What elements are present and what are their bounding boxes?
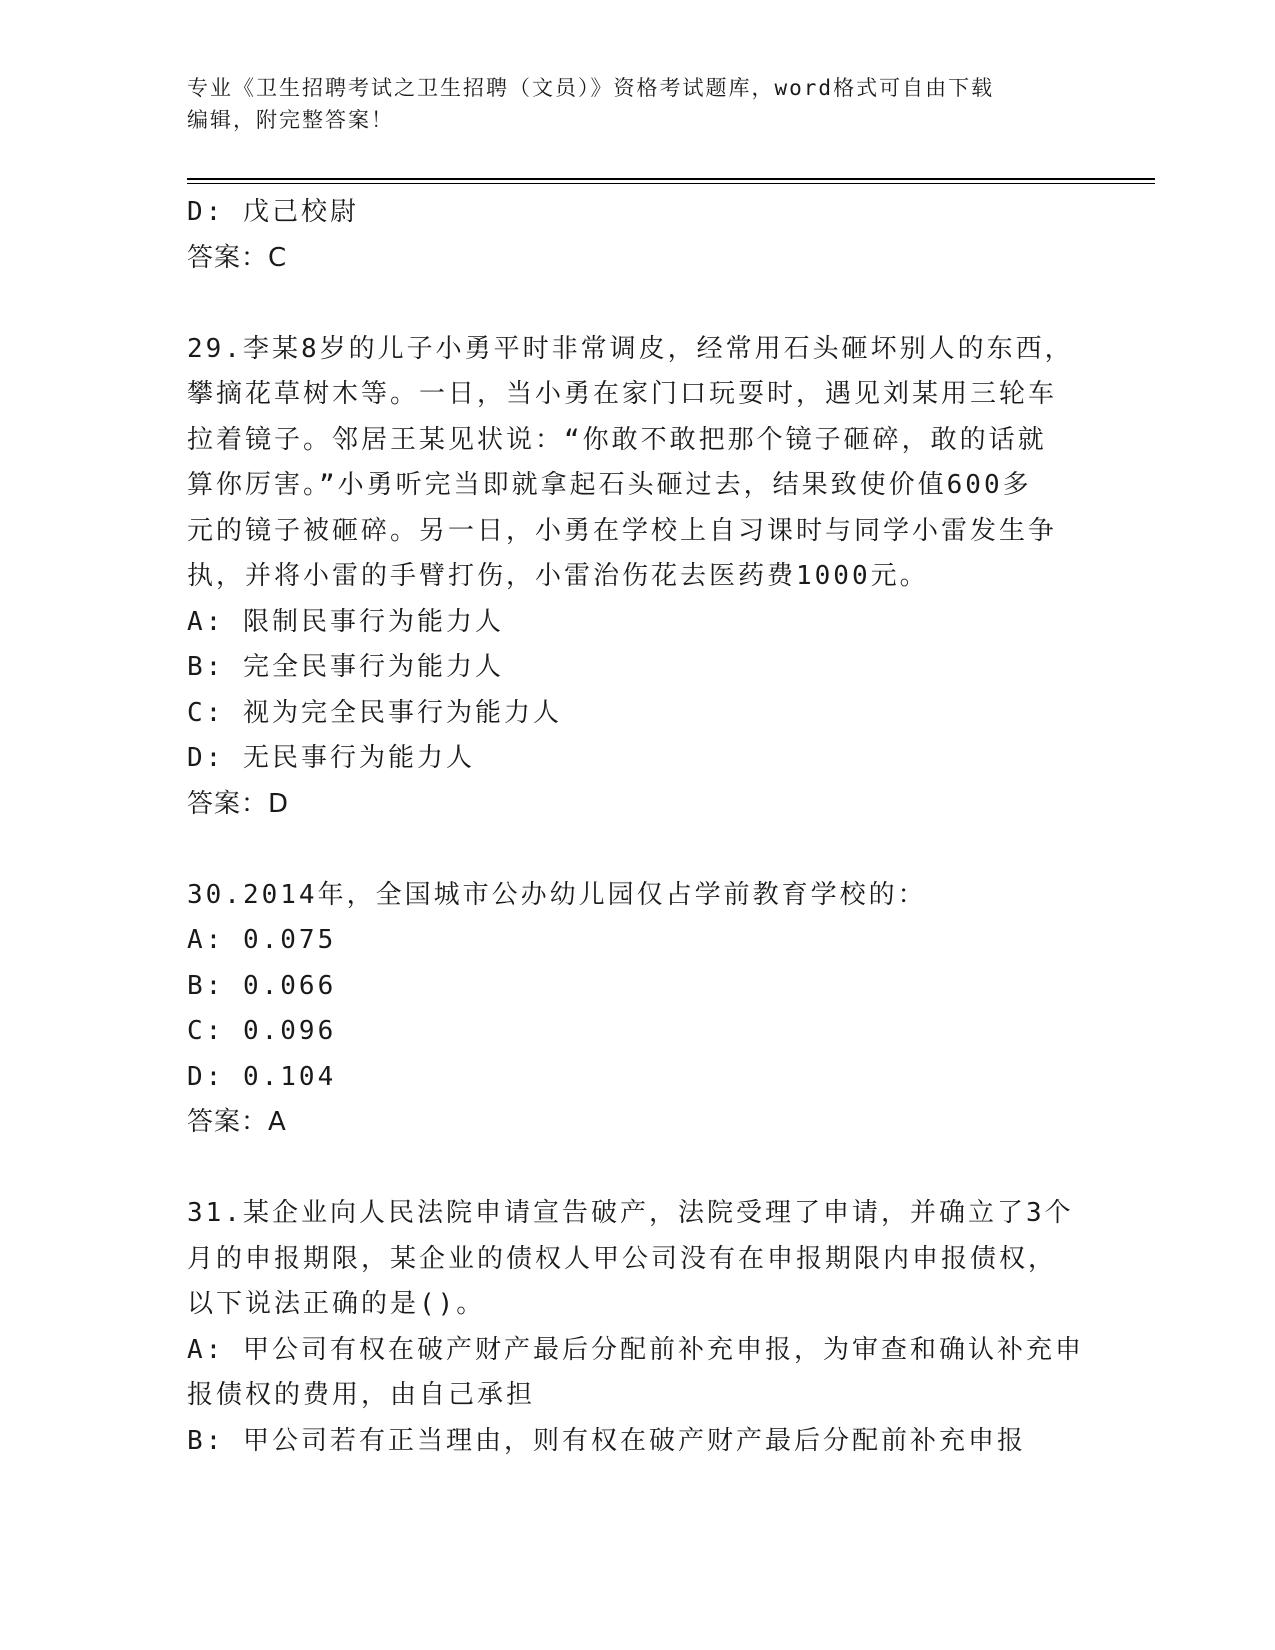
question-stem-line: 算你厉害。”小勇听完当即就拿起石头砸过去，结果致使价值600多 xyxy=(187,470,1032,500)
option-b: B: 完全民事行为能力人 xyxy=(187,652,504,682)
option-d: D: 无民事行为能力人 xyxy=(187,743,475,773)
question-29 xyxy=(187,327,1087,828)
question-stem-line: 攀摘花草树木等。一日，当小勇在家门口玩耍时，遇见刘某用三轮车 xyxy=(187,379,1058,409)
option-a: A: 0.075 xyxy=(187,925,337,955)
option-c: C: 0.096 xyxy=(187,1016,337,1046)
previous-question-tail xyxy=(187,190,1087,281)
header-rule-thin xyxy=(187,183,1155,184)
option-a: A: 甲公司有权在破产财产最后分配前补充申报，为审查和确认补充申 xyxy=(187,1334,1084,1365)
question-stem-line: 29.李某8岁的儿子小勇平时非常调皮，经常用石头砸坏别人的东西， xyxy=(187,333,1074,364)
header-line-2: 编辑，附完整答案！ xyxy=(187,108,394,132)
option-c: C: 视为完全民事行为能力人 xyxy=(187,697,562,728)
question-stem-line: 元的镜子被砸碎。另一日，小勇在学校上自习课时与同学小雷发生争 xyxy=(187,515,1058,546)
option-b: B: 甲公司若有正当理由，则有权在破产财产最后分配前补充申报 xyxy=(187,1425,1026,1456)
spacer xyxy=(187,827,1087,873)
question-stem-line: 30.2014年，全国城市公办幼儿园仅占学前教育学校的： xyxy=(187,879,927,910)
answer: 答案：C xyxy=(187,242,288,273)
spacer xyxy=(187,281,1087,327)
document-header xyxy=(187,72,1087,136)
answer: 答案：D xyxy=(187,788,290,819)
option-d: D: 戊己校尉 xyxy=(187,197,359,227)
question-stem-line: 月的申报期限，某企业的债权人甲公司没有在申报期限内申报债权， xyxy=(187,1243,1058,1274)
answer: 答案：A xyxy=(187,1107,287,1137)
header-rule-thick xyxy=(187,178,1155,180)
question-stem-line: 以下说法正确的是()。 xyxy=(187,1289,486,1319)
question-stem-line: 拉着镜子。邻居王某见状说：“你敢不敢把那个镜子砸碎，敢的话就 xyxy=(187,424,1047,455)
question-30 xyxy=(187,873,1087,1146)
spacer xyxy=(187,1146,1087,1192)
header-line-1: 专业《卫生招聘考试之卫生招聘（文员）》资格考试题库，word格式可自由下载 xyxy=(187,76,995,100)
question-stem-line: 31.某企业向人民法院申请宣告破产，法院受理了申请，并确立了3个 xyxy=(187,1198,1074,1228)
option-b: B: 0.066 xyxy=(187,970,337,1001)
document-body xyxy=(187,190,1087,1464)
question-stem-line: 执，并将小雷的手臂打伤，小雷治伤花去医药费1000元。 xyxy=(187,561,929,591)
option-d: D: 0.104 xyxy=(187,1061,337,1092)
option-a-continuation: 报债权的费用，由自己承担 xyxy=(187,1380,536,1410)
question-31 xyxy=(187,1191,1087,1464)
option-a: A: 限制民事行为能力人 xyxy=(187,606,504,637)
